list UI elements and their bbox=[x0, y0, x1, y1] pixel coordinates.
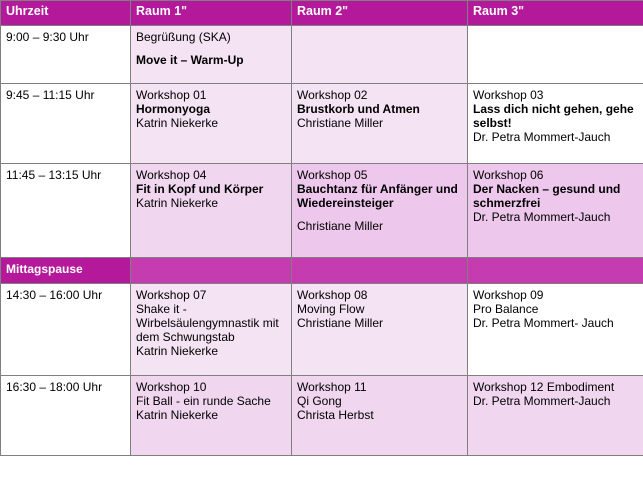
session-number: Workshop 05 bbox=[297, 168, 368, 182]
session-room3 bbox=[468, 164, 643, 258]
session-number: Workshop 07 bbox=[136, 288, 207, 302]
session-title: Brustkorb und Atmen bbox=[297, 102, 420, 116]
session-room2-empty bbox=[292, 26, 468, 84]
session-room3-empty bbox=[468, 26, 643, 84]
session-presenter: Christiane Miller bbox=[297, 316, 384, 330]
session-presenter: Katrin Niekerke bbox=[136, 408, 219, 422]
time-slot: 16:30 – 18:00 Uhr bbox=[1, 376, 131, 456]
session-presenter: Christiane Miller bbox=[297, 116, 384, 130]
session-number: Workshop 11 bbox=[297, 380, 367, 394]
session-presenter: Katrin Niekerke bbox=[136, 116, 219, 130]
session-room2 bbox=[292, 376, 468, 456]
session-title: Der Nacken – gesund und schmerzfrei bbox=[473, 182, 621, 210]
session-presenter: Katrin Niekerke bbox=[136, 196, 219, 210]
time-slot: 9:00 – 9:30 Uhr bbox=[1, 26, 131, 84]
session-presenter: Katrin Niekerke bbox=[136, 344, 219, 358]
session-room2 bbox=[292, 84, 468, 164]
session-number: Workshop 04 bbox=[136, 168, 207, 182]
session-number: Workshop 01 bbox=[136, 88, 207, 102]
spacer bbox=[136, 44, 286, 53]
session-room1 bbox=[131, 164, 292, 258]
session-subtitle: Begrüßung (SKA) bbox=[136, 30, 231, 44]
session-title: Shake it - Wirbelsäulengymnastik mit dem Schwungstab bbox=[136, 302, 279, 344]
time-slot: 9:45 – 11:15 Uhr bbox=[1, 84, 131, 164]
table-row bbox=[1, 284, 643, 376]
session-title: Fit Ball - ein runde Sache bbox=[136, 394, 271, 408]
session-title: Lass dich nicht gehen, gehe selbst! bbox=[473, 102, 634, 130]
session-room2 bbox=[292, 284, 468, 376]
time-slot: 14:30 – 16:00 Uhr bbox=[1, 284, 131, 376]
column-header-time: Uhrzeit bbox=[1, 1, 131, 26]
column-header-room1: Raum 1" bbox=[131, 1, 292, 26]
table-header-row bbox=[1, 1, 643, 26]
break-fill-room1 bbox=[131, 258, 292, 284]
session-presenter: Dr. Petra Mommert-Jauch bbox=[473, 394, 611, 408]
session-presenter: Dr. Petra Mommert-Jauch bbox=[473, 130, 611, 144]
break-row bbox=[1, 258, 643, 284]
session-number: Workshop 09 bbox=[473, 288, 544, 302]
session-room1 bbox=[131, 376, 292, 456]
session-number: Workshop 06 bbox=[473, 168, 544, 182]
session-title: Fit in Kopf und Körper bbox=[136, 182, 264, 196]
break-fill-room2 bbox=[292, 258, 468, 284]
session-room2 bbox=[292, 164, 468, 258]
session-title: Hormonyoga bbox=[136, 102, 211, 116]
table-row bbox=[1, 84, 643, 164]
break-fill-room3 bbox=[468, 258, 643, 284]
session-title: Pro Balance bbox=[473, 302, 539, 316]
column-header-room2: Raum 2" bbox=[292, 1, 468, 26]
session-number: Workshop 10 bbox=[136, 380, 207, 394]
spacer bbox=[297, 210, 462, 219]
table-row bbox=[1, 26, 643, 84]
session-presenter: Christiane Miller bbox=[297, 219, 384, 233]
break-label: Mittagspause bbox=[1, 258, 131, 284]
session-room3 bbox=[468, 84, 643, 164]
session-number: Workshop 03 bbox=[473, 88, 544, 102]
session-number: Workshop 12 Embodiment bbox=[473, 380, 615, 394]
session-presenter: Dr. Petra Mommert- Jauch bbox=[473, 316, 614, 330]
session-title: Moving Flow bbox=[297, 302, 365, 316]
table-row bbox=[1, 376, 643, 456]
session-presenter: Dr. Petra Mommert-Jauch bbox=[473, 210, 611, 224]
session-number: Workshop 02 bbox=[297, 88, 368, 102]
session-room3 bbox=[468, 284, 643, 376]
session-presenter: Christa Herbst bbox=[297, 408, 374, 422]
table-row bbox=[1, 164, 643, 258]
session-title: Bauchtanz für Anfänger und Wiedereinsteiger bbox=[297, 182, 458, 210]
session-room3 bbox=[468, 376, 643, 456]
session-room1 bbox=[131, 284, 292, 376]
session-title: Move it – Warm-Up bbox=[136, 53, 244, 67]
session-room1 bbox=[131, 26, 292, 84]
session-number: Workshop 08 bbox=[297, 288, 368, 302]
session-room1 bbox=[131, 84, 292, 164]
time-slot: 11:45 – 13:15 Uhr bbox=[1, 164, 131, 258]
column-header-room3: Raum 3" bbox=[468, 1, 643, 26]
session-title: Qi Gong bbox=[297, 394, 342, 408]
